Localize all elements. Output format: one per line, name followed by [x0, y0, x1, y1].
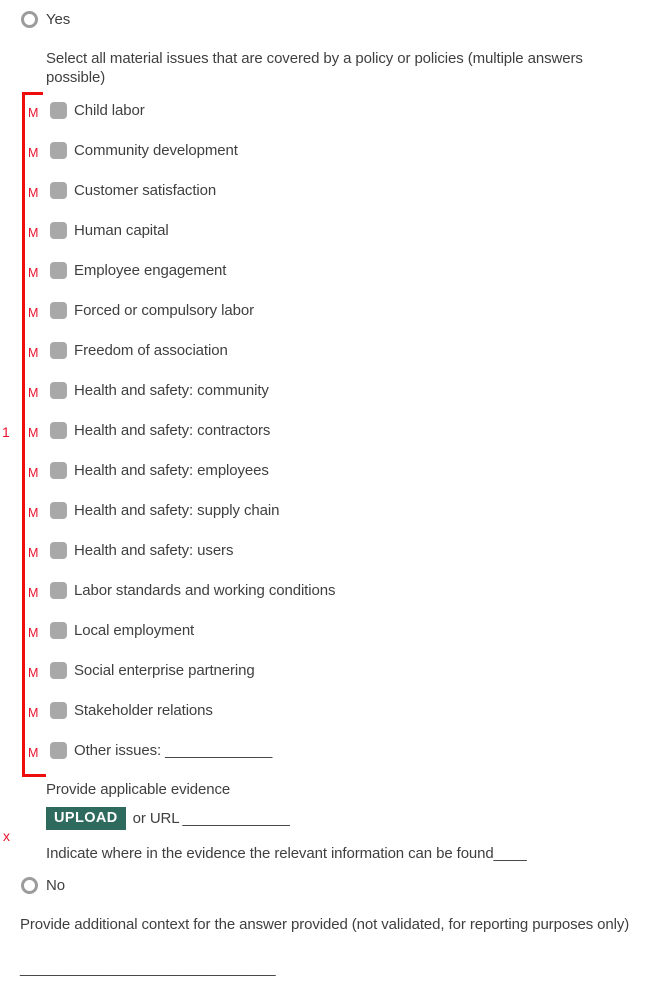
mandatory-marker: M: [28, 746, 39, 760]
list-item: [28, 530, 335, 570]
option-checkbox[interactable]: [50, 662, 67, 679]
upload-button[interactable]: UPLOAD: [46, 807, 126, 830]
mandatory-marker: M: [28, 146, 39, 160]
radio-no[interactable]: [21, 877, 38, 894]
mandatory-marker: M: [28, 386, 39, 400]
option-checkbox[interactable]: [50, 102, 67, 119]
evidence-heading: Provide applicable evidence: [46, 781, 231, 798]
option-checkbox[interactable]: [50, 262, 67, 279]
mandatory-marker: M: [28, 106, 39, 120]
option-checkbox[interactable]: [50, 302, 67, 319]
option-checkbox[interactable]: [50, 702, 67, 719]
option-label: Health and safety: users: [74, 541, 234, 559]
option-label: Customer satisfaction: [74, 181, 217, 199]
mandatory-marker: M: [28, 586, 39, 600]
option-checkbox[interactable]: [50, 742, 67, 759]
option-label: Health and safety: employees: [74, 461, 269, 479]
option-label: Labor standards and working conditions: [74, 581, 336, 599]
material-issues-list: [28, 90, 335, 770]
list-item: [28, 650, 335, 690]
option-label: Forced or compulsory labor: [74, 301, 254, 319]
mandatory-marker: M: [28, 546, 39, 560]
option-label: Employee engagement: [74, 261, 227, 279]
option-label: Social enterprise partnering: [74, 661, 255, 679]
option-label: Health and safety: community: [74, 381, 269, 399]
option-checkbox[interactable]: [50, 462, 67, 479]
indicate-evidence-label: Indicate where in the evidence the relevant information can be found: [46, 845, 494, 862]
option-checkbox[interactable]: [50, 382, 67, 399]
radio-yes-label: Yes: [46, 10, 71, 28]
option-checkbox[interactable]: [50, 582, 67, 599]
list-item: [28, 570, 335, 610]
mandatory-marker: M: [28, 706, 39, 720]
option-checkbox[interactable]: [50, 182, 67, 199]
list-item: [28, 610, 335, 650]
mandatory-marker: M: [28, 226, 39, 240]
mandatory-marker: M: [28, 266, 39, 280]
group-bracket-line: [22, 92, 25, 777]
list-item: [28, 90, 335, 130]
list-item: [28, 290, 335, 330]
option-checkbox[interactable]: [50, 502, 67, 519]
indicate-evidence-row: [46, 844, 527, 863]
context-answer-line[interactable]: _______________________________: [20, 960, 276, 977]
url-input-line[interactable]: _____________: [182, 810, 290, 827]
option-checkbox[interactable]: [50, 542, 67, 559]
upload-row: [46, 807, 290, 830]
mandatory-marker: M: [28, 346, 39, 360]
list-item: [28, 730, 335, 770]
option-checkbox[interactable]: [50, 222, 67, 239]
option-label: Other issues: _____________: [74, 741, 273, 759]
list-item: [28, 690, 335, 730]
mandatory-marker: M: [28, 466, 39, 480]
context-label: Provide additional context for the answer provided (not validated, for reporting purposes only): [20, 916, 630, 933]
group-number-marker: 1: [2, 424, 10, 440]
radio-row-yes: [21, 10, 70, 28]
option-label: Health and safety: contractors: [74, 421, 271, 439]
list-item: [28, 210, 335, 250]
material-issues-instruction: Select all material issues that are covered by a policy or policies (multiple answers possible): [46, 50, 583, 86]
or-url-label: or URL: [132, 810, 180, 827]
mandatory-marker: M: [28, 186, 39, 200]
option-label: Stakeholder relations: [74, 701, 213, 719]
option-checkbox[interactable]: [50, 342, 67, 359]
list-item: [28, 330, 335, 370]
option-checkbox[interactable]: [50, 622, 67, 639]
option-checkbox[interactable]: [50, 142, 67, 159]
list-item: [28, 370, 335, 410]
list-item: [28, 170, 335, 210]
indicate-input-line[interactable]: ____: [493, 845, 527, 862]
option-label: Child labor: [74, 101, 145, 119]
mandatory-marker: M: [28, 426, 39, 440]
radio-row-no: [21, 876, 65, 894]
option-label: Health and safety: supply chain: [74, 501, 280, 519]
radio-yes[interactable]: [21, 11, 38, 28]
mandatory-marker: M: [28, 666, 39, 680]
list-item: [28, 450, 335, 490]
mandatory-marker: M: [28, 626, 39, 640]
list-item: [28, 250, 335, 290]
list-item: [28, 130, 335, 170]
error-marker-x: x: [3, 828, 10, 844]
group-bracket-bottom-cap: [22, 774, 46, 777]
option-label: Local employment: [74, 621, 195, 639]
option-label: Human capital: [74, 221, 169, 239]
radio-no-label: No: [46, 876, 65, 894]
list-item: [28, 410, 335, 450]
option-checkbox[interactable]: [50, 422, 67, 439]
option-label: Freedom of association: [74, 341, 228, 359]
mandatory-marker: M: [28, 506, 39, 520]
mandatory-marker: M: [28, 306, 39, 320]
option-label: Community development: [74, 141, 238, 159]
list-item: [28, 490, 335, 530]
